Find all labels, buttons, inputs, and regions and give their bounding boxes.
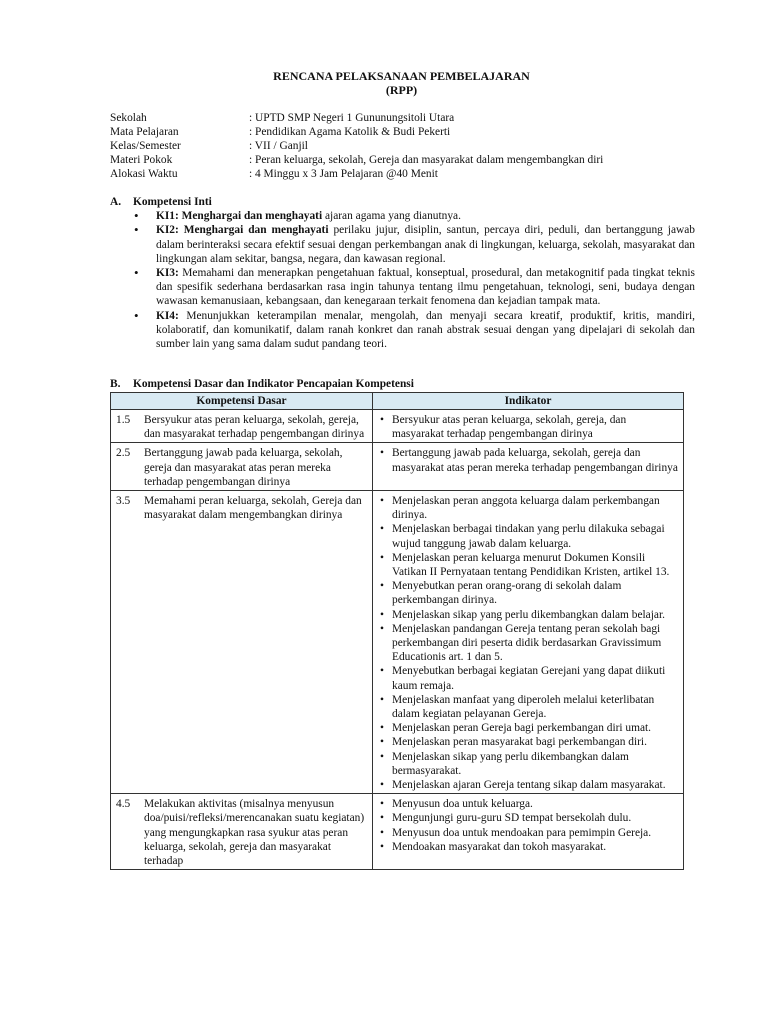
- kd-text: Melakukan aktivitas (misalnya menyusun doa/puisi/refleksi/merencanakan suatu kegiatan) yang mengungkapkan rasa syukur atas peran keluarga, sekolah, gereja dan masyarakat terhadap: [144, 798, 365, 868]
- ki-item: [110, 309, 695, 352]
- ki-code: KI3:: [156, 267, 179, 280]
- info-row-class: [110, 139, 603, 153]
- info-label: Alokasi Waktu: [110, 168, 178, 180]
- indicator-item: • Bersyukur atas peran keluarga, sekolah, gereja, dan masyarakat terhadap pengembangan dirinya: [378, 413, 680, 441]
- indicator-item: • Menyusun doa untuk mendoakan para pemimpin Gereja.: [378, 826, 680, 840]
- section-title: Kompetensi Dasar dan Indikator Pencapaian Kompetensi: [133, 378, 414, 390]
- ki-code: KI2: Menghargai dan menghayati: [156, 224, 329, 237]
- section-core-competence: [110, 195, 695, 351]
- info-row-school: [110, 111, 603, 125]
- kd-cell: [111, 491, 373, 794]
- ki-text: ajaran agama yang dianutnya.: [322, 210, 461, 223]
- header-indikator: Indikator: [373, 393, 684, 410]
- indicator-item: • Menjelaskan manfaat yang diperoleh melalui keterlibatan dalam kegiatan pelayanan Gereja.: [378, 693, 680, 721]
- table-row: [111, 410, 684, 443]
- ki-code: KI1: Menghargai dan menghayati: [156, 210, 323, 223]
- indicator-item: • Menyebutkan berbagai kegiatan Gerejani yang dapat diikuti kaum remaja.: [378, 664, 680, 692]
- kd-text: Bertanggung jawab pada keluarga, sekolah, gereja dan masyarakat atas peran mereka terhadap pengembangan dirinya: [144, 447, 343, 488]
- table-row: [111, 491, 684, 794]
- indicator-item: • Menjelaskan ajaran Gereja tentang sikap dalam masyarakat.: [378, 778, 680, 792]
- kd-number: 4.5: [116, 798, 131, 811]
- info-value: : UPTD SMP Negeri 1 Gununungsitoli Utara: [249, 112, 455, 124]
- indicator-item: • Menjelaskan sikap yang perlu dikembangkan dalam bermasyarakat.: [378, 750, 680, 778]
- info-value: : VII / Ganjil: [249, 140, 308, 152]
- ki-item: [110, 209, 695, 223]
- ki-text: perilaku jujur, disiplin, santun, percaya diri, peduli, dan bertanggung jawab dalam berinteraksi secara efektif sesuai dengan perkembangan anak di lingkungan, keluarga, sekolah, masyarakat dan lingkungan alam sekitar, bangsa, negara, dan kawasan regional.: [156, 224, 695, 265]
- document-title: [0, 69, 768, 97]
- kd-number: 3.5: [116, 495, 131, 508]
- indicator-cell: [373, 410, 684, 443]
- indicator-item: • Menjelaskan sikap yang perlu dikembangkan dalam belajar.: [378, 608, 680, 622]
- indicator-item: • Menjelaskan peran keluarga menurut Dokumen Konsili Vatikan II Pernyataan tentang Pendidikan Kristen, artikel 13.: [378, 551, 680, 579]
- competence-table: [110, 392, 684, 870]
- kd-number: 2.5: [116, 447, 131, 460]
- info-row-topic: [110, 153, 603, 167]
- info-label: Kelas/Semester: [110, 140, 181, 152]
- section-letter: B.: [110, 378, 121, 390]
- title-line-2: (RPP): [385, 83, 418, 97]
- ki-code: KI4:: [156, 309, 179, 322]
- info-row-time: [110, 167, 603, 181]
- indicator-item: • Menjelaskan peran masyarakat bagi perkembangan diri.: [378, 735, 680, 749]
- table-header-row: [111, 393, 684, 410]
- section-a-heading: [110, 195, 695, 209]
- identity-block: [110, 111, 603, 181]
- indicator-item: • Menjelaskan peran anggota keluarga dalam perkembangan dirinya.: [378, 494, 680, 522]
- indicator-cell: [373, 491, 684, 794]
- title-line-1: RENCANA PELAKSANAAN PEMBELAJARAN: [273, 69, 530, 83]
- indicator-item: • Menjelaskan berbagai tindakan yang perlu dilakuka sebagai wujud tanggung jawab dalam keluarga.: [378, 522, 680, 550]
- indicator-item: • Menjelaskan peran Gereja bagi perkembangan diri umat.: [378, 721, 680, 735]
- section-basic-competence-heading: [110, 377, 414, 391]
- indicator-item: • Menjelaskan pandangan Gereja tentang peran sekolah bagi perkembangan diri peserta didik berdasarkan Gravissimum Educationis art. 1 dan 5.: [378, 622, 680, 665]
- section-letter: A.: [110, 196, 122, 208]
- indicator-item: • Bertanggung jawab pada keluarga, sekolah, gereja dan masyarakat atas peran mereka terhadap pengembangan dirinya: [378, 446, 680, 474]
- indicator-cell: [373, 443, 684, 491]
- indicator-item: • Mengunjungi guru-guru SD tempat bersekolah dulu.: [378, 811, 680, 825]
- info-label: Mata Pelajaran: [110, 126, 179, 138]
- info-value: : 4 Minggu x 3 Jam Pelajaran @40 Menit: [249, 168, 438, 180]
- info-row-subject: [110, 125, 603, 139]
- indicator-item: • Menyebutkan peran orang-orang di sekolah dalam perkembangan dirinya.: [378, 579, 680, 607]
- info-label: Sekolah: [110, 112, 147, 124]
- ki-list: [110, 209, 695, 351]
- info-value: : Pendidikan Agama Katolik & Budi Pekerti: [249, 126, 451, 138]
- indicator-cell: [373, 794, 684, 870]
- kd-cell: [111, 443, 373, 491]
- indicator-item: • Mendoakan masyarakat dan tokoh masyarakat.: [378, 840, 680, 854]
- kd-text: Bersyukur atas peran keluarga, sekolah, gereja, dan masyarakat terhadap pengembangan dirinya: [144, 414, 365, 441]
- table-row: [111, 443, 684, 491]
- kd-cell: [111, 410, 373, 443]
- ki-text: Memahami dan menerapkan pengetahuan faktual, konseptual, prosedural, dan metakognitif pada tingkat teknis dan spesifik sederhana berdasarkan rasa ingin tahunya tentang ilmu pengetahuan, teknologi, seni, budaya dengan wawasan kemanusiaan, kebangsaan, dan kenegaraan terkait fenomena dan kejadian tampak mata.: [156, 267, 695, 308]
- ki-item: [110, 266, 695, 309]
- kd-text: Memahami peran keluarga, sekolah, Gereja dan masyarakat dalam mengembangkan dirinya: [144, 495, 362, 522]
- info-label: Materi Pokok: [110, 154, 173, 166]
- section-title: Kompetensi Inti: [133, 196, 212, 208]
- ki-text: Menunjukkan keterampilan menalar, mengolah, dan menyaji secara kreatif, produktif, kritis, mandiri, kolaboratif, dan komunikatif, dalam ranah konkret dan ranah abstrak sesuai dengan yang dipelajari di sekolah dan sumber lain yang sama dalam sudut pandang teori.: [156, 309, 695, 351]
- ki-item: [110, 223, 695, 266]
- header-kompetensi-dasar: Kompetensi Dasar: [111, 393, 373, 410]
- info-value: : Peran keluarga, sekolah, Gereja dan masyarakat dalam mengembangkan diri: [249, 154, 604, 166]
- table-row: [111, 794, 684, 870]
- kd-number: 1.5: [116, 414, 131, 426]
- indicator-item: • Menyusun doa untuk keluarga.: [378, 797, 680, 811]
- section-b-heading: [110, 377, 414, 391]
- kd-cell: [111, 794, 373, 870]
